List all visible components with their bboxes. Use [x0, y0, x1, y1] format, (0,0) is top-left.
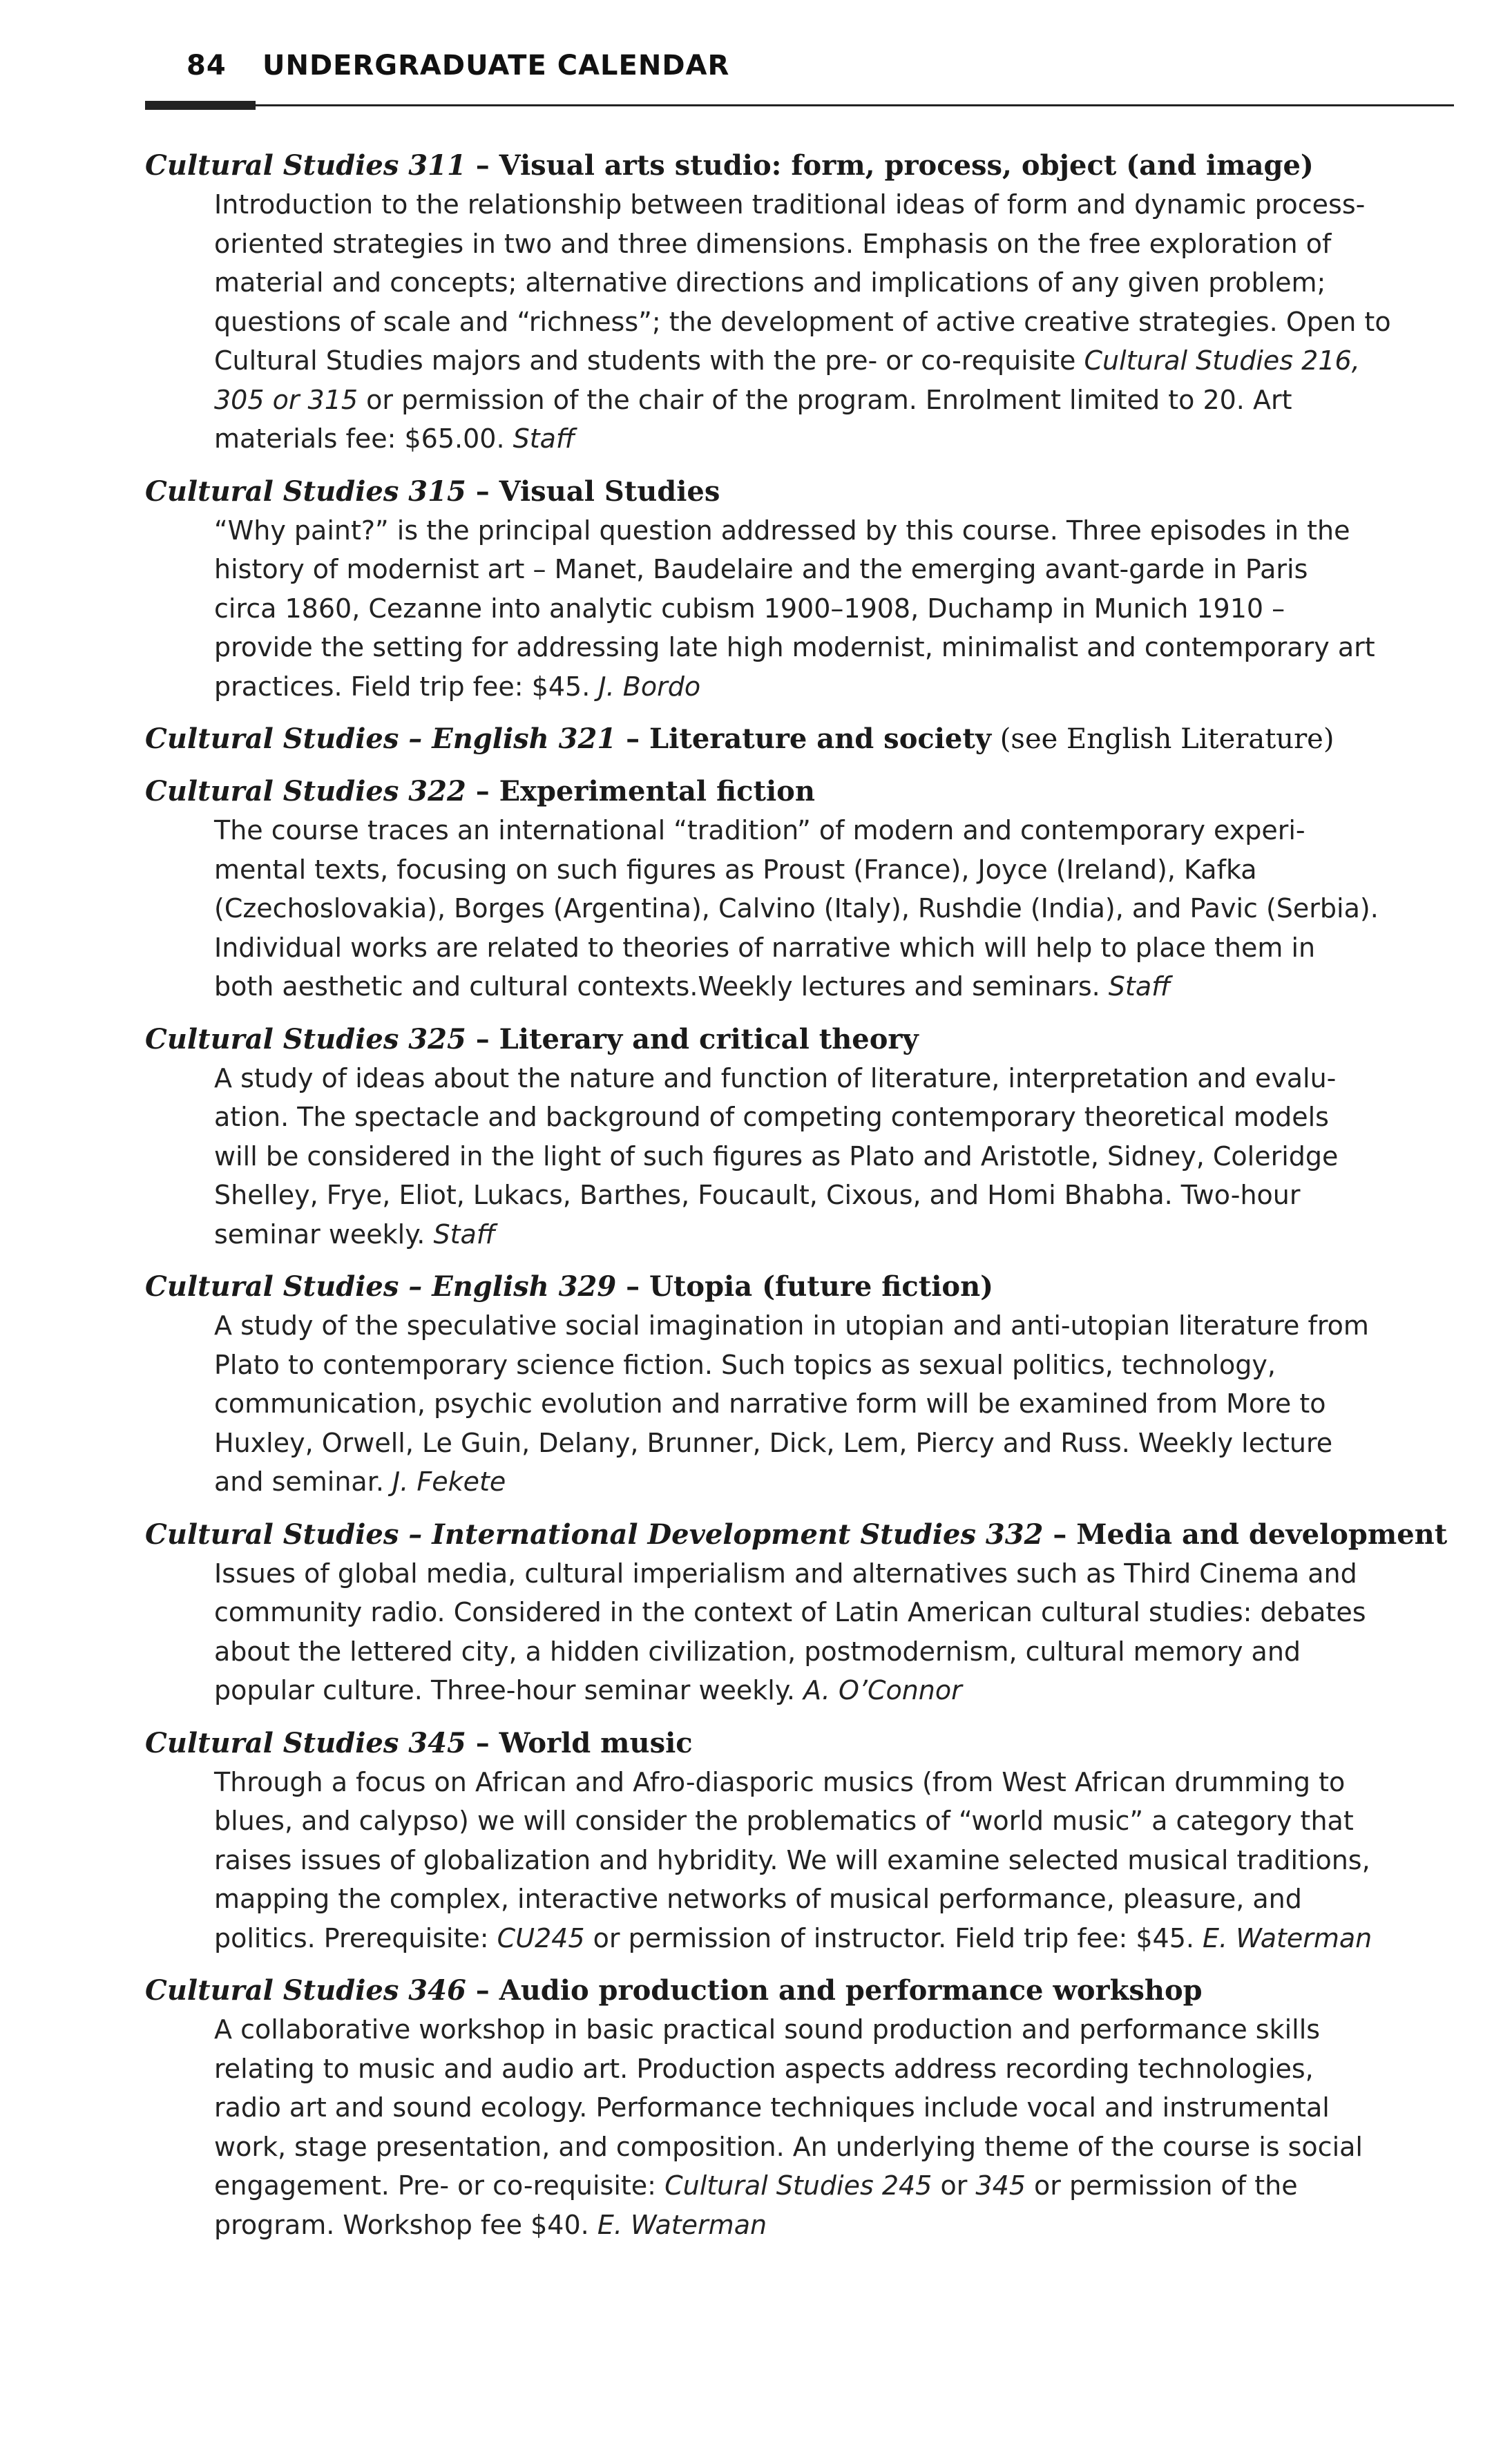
description-line: radio art and sound ecology. Performance techniques include vocal and instrumental	[214, 2092, 1330, 2123]
course-entry-cs321	[145, 720, 1461, 758]
course-code: Cultural Studies – English 321	[145, 723, 617, 755]
course-dash: –	[466, 1974, 499, 2007]
description-line: A collaborative workshop in basic practical sound production and performance skills	[214, 2014, 1321, 2045]
description-text: and seminar.	[214, 1466, 392, 1497]
description-line: Individual works are related to theories of narrative which will help to place them in	[214, 932, 1316, 963]
instructor: J. Bordo	[598, 671, 701, 702]
description-line: (Czechoslovakia), Borges (Argentina), Calvino (Italy), Rushdie (India), and Pavic (Serbia).	[214, 893, 1379, 924]
description-line: work, stage presentation, and composition. An underlying theme of the course is social	[214, 2131, 1363, 2162]
description-line: history of modernist art – Manet, Baudelaire and the emerging avant-garde in Paris	[214, 554, 1308, 584]
course-heading	[145, 772, 1461, 811]
instructor: J. Fekete	[392, 1466, 506, 1497]
instructor: Staff	[513, 423, 575, 454]
description-line: material and concepts; alternative directions and implications of any given problem;	[214, 267, 1326, 298]
course-heading	[145, 472, 1461, 511]
description-text: both aesthetic and cultural contexts.Weekly lectures and seminars.	[214, 971, 1109, 1002]
course-dash: –	[616, 723, 650, 755]
description-line: relating to music and audio art. Production aspects address recording technologies,	[214, 2053, 1314, 2084]
course-entry-cs329	[145, 1268, 1461, 1502]
course-title: Audio production and performance workshop	[499, 1974, 1203, 2007]
course-code: Cultural Studies – English 329	[145, 1270, 617, 1303]
course-heading	[145, 1268, 1461, 1306]
course-reference: 305 or 315	[214, 384, 358, 415]
description-text: materials fee: $65.00.	[214, 423, 513, 454]
description-line	[214, 1919, 1461, 1958]
description-line: oriented strategies in two and three dimensions. Emphasis on the free exploration of	[214, 228, 1332, 259]
course-description	[214, 1059, 1461, 1254]
description-text: popular culture. Three-hour seminar weekly.	[214, 1675, 804, 1705]
course-title: Visual Studies	[499, 475, 720, 508]
course-description	[214, 185, 1461, 459]
description-line: A study of the speculative social imagination in utopian and anti-utopian literature from	[214, 1310, 1369, 1341]
description-line: Issues of global media, cultural imperialism and alternatives such as Third Cinema and	[214, 1558, 1357, 1589]
description-line: A study of ideas about the nature and function of literature, interpretation and evalu-	[214, 1062, 1337, 1093]
course-list	[145, 146, 1461, 2258]
description-line: mapping the complex, interactive networks of musical performance, pleasure, and	[214, 1884, 1302, 1914]
description-line: Through a focus on African and Afro-diasporic musics (from West African drumming to	[214, 1766, 1346, 1797]
description-text: politics. Prerequisite:	[214, 1922, 497, 1953]
course-dash: –	[466, 775, 499, 807]
course-description	[214, 1306, 1461, 1502]
course-dash: –	[466, 1022, 499, 1055]
course-title: Utopia (future fiction)	[649, 1270, 994, 1303]
course-reference: Cultural Studies 245	[664, 2170, 932, 2201]
description-line	[214, 341, 1461, 381]
course-code: Cultural Studies 346	[145, 1974, 466, 2007]
course-description	[214, 2010, 1461, 2244]
instructor: Staff	[1108, 971, 1171, 1002]
instructor: E. Waterman	[1203, 1922, 1372, 1953]
description-line	[214, 1671, 1461, 1710]
course-dash: –	[466, 475, 499, 508]
course-heading	[145, 720, 1461, 758]
description-line: mental texts, focusing on such figures as Proust (France), Joyce (Ireland), Kafka	[214, 854, 1257, 885]
description-line	[214, 2166, 1461, 2206]
course-title: Visual arts studio: form, process, object (and image)	[499, 149, 1314, 182]
description-line: Plato to contemporary science fiction. Such topics as sexual politics, technology,	[214, 1349, 1276, 1380]
description-text: seminar weekly.	[214, 1218, 434, 1250]
course-heading	[145, 146, 1461, 185]
cross-reference-note: (see English Literature)	[991, 723, 1334, 755]
course-description	[214, 811, 1461, 1006]
course-heading	[145, 1971, 1461, 2010]
course-entry-cs311	[145, 146, 1461, 459]
course-entry-cs315	[145, 472, 1461, 707]
course-entry-cs346	[145, 1971, 1461, 2244]
course-description	[214, 1763, 1461, 1958]
course-dash: –	[466, 149, 499, 182]
course-dash: –	[466, 1726, 499, 1759]
course-entry-cs322	[145, 772, 1461, 1006]
instructor: E. Waterman	[597, 2209, 767, 2240]
course-dash: –	[616, 1270, 650, 1303]
description-text: program. Workshop fee $40.	[214, 2209, 597, 2240]
description-line: Shelley, Frye, Eliot, Lukacs, Barthes, Foucault, Cixous, and Homi Bhabha. Two-hour	[214, 1180, 1301, 1210]
course-code: Cultural Studies 311	[145, 149, 466, 182]
page-header-title: UNDERGRADUATE CALENDAR	[262, 50, 730, 82]
description-line: circa 1860, Cezanne into analytic cubism 1900–1908, Duchamp in Munich 1910 –	[214, 593, 1285, 624]
description-text: or	[932, 2170, 976, 2201]
course-title: Media and development	[1076, 1518, 1448, 1551]
description-text: engagement. Pre- or co-requisite:	[214, 2170, 665, 2201]
description-line	[214, 1215, 1461, 1254]
course-code: Cultural Studies 325	[145, 1022, 466, 1055]
description-line: blues, and calypso) we will consider the problematics of “world music” a category that	[214, 1806, 1354, 1836]
course-heading	[145, 1020, 1461, 1059]
description-text: Cultural Studies majors and students with the pre- or co-requisite	[214, 345, 1084, 376]
course-title: Experimental fiction	[499, 775, 815, 807]
description-line: Huxley, Orwell, Le Guin, Delany, Brunner, Dick, Lem, Piercy and Russ. Weekly lecture	[214, 1427, 1333, 1458]
course-entry-cs332	[145, 1516, 1461, 1710]
description-line: community radio. Considered in the context of Latin American cultural studies: debates	[214, 1597, 1366, 1627]
course-entry-cs325	[145, 1020, 1461, 1254]
description-line: “Why paint?” is the principal question addressed by this course. Three episodes in the	[214, 515, 1350, 546]
course-reference: CU245	[497, 1922, 585, 1953]
course-reference: 345	[975, 2170, 1026, 2201]
course-code: Cultural Studies 322	[145, 775, 466, 807]
description-line	[214, 381, 1461, 420]
description-line: The course traces an international “tradition” of modern and contemporary experi-	[214, 815, 1305, 845]
course-title: Literary and critical theory	[499, 1022, 919, 1055]
course-heading	[145, 1724, 1461, 1763]
description-line	[214, 1462, 1461, 1502]
description-line: communication, psychic evolution and narrative form will be examined from More to	[214, 1388, 1326, 1419]
course-code: Cultural Studies 315	[145, 475, 466, 508]
description-line: questions of scale and “richness”; the development of active creative strategies. Open to	[214, 306, 1391, 337]
description-text: or permission of the	[1025, 2170, 1298, 2201]
instructor: Staff	[433, 1218, 496, 1250]
header-rule-accent	[145, 101, 256, 110]
course-entry-cs345	[145, 1724, 1461, 1958]
course-description	[214, 1554, 1461, 1710]
description-line: ation. The spectacle and background of competing contemporary theoretical models	[214, 1102, 1329, 1132]
description-line: provide the setting for addressing late high modernist, minimalist and contemporary art	[214, 632, 1375, 662]
description-line: will be considered in the light of such figures as Plato and Aristotle, Sidney, Coleridge	[214, 1140, 1339, 1172]
description-line: raises issues of globalization and hybridity. We will examine selected musical traditions,	[214, 1844, 1370, 1875]
description-text: or permission of the chair of the program. Enrolment limited to 20. Art	[358, 384, 1292, 415]
course-description	[214, 511, 1461, 707]
page-header	[186, 50, 729, 82]
description-line	[214, 667, 1461, 707]
description-text: practices. Field trip fee: $45.	[214, 671, 599, 702]
course-code: Cultural Studies 345	[145, 1726, 466, 1759]
course-reference: Cultural Studies 216,	[1084, 345, 1360, 376]
instructor: A. O’Connor	[803, 1675, 962, 1705]
page-number: 84	[186, 50, 227, 82]
description-text: or permission of instructor. Field trip fee: $45.	[584, 1922, 1203, 1953]
course-heading	[145, 1516, 1461, 1554]
course-title: World music	[499, 1726, 693, 1759]
description-line	[214, 419, 1461, 459]
course-code: Cultural Studies – International Development Studies 332	[145, 1518, 1044, 1551]
course-title: Literature and society	[649, 723, 992, 755]
header-rule	[145, 104, 1454, 106]
description-line: about the lettered city, a hidden civilization, postmodernism, cultural memory and	[214, 1636, 1301, 1667]
description-line: Introduction to the relationship between traditional ideas of form and dynamic process-	[214, 189, 1366, 220]
description-line	[214, 2206, 1461, 2245]
course-dash: –	[1043, 1518, 1077, 1551]
description-line	[214, 967, 1461, 1006]
